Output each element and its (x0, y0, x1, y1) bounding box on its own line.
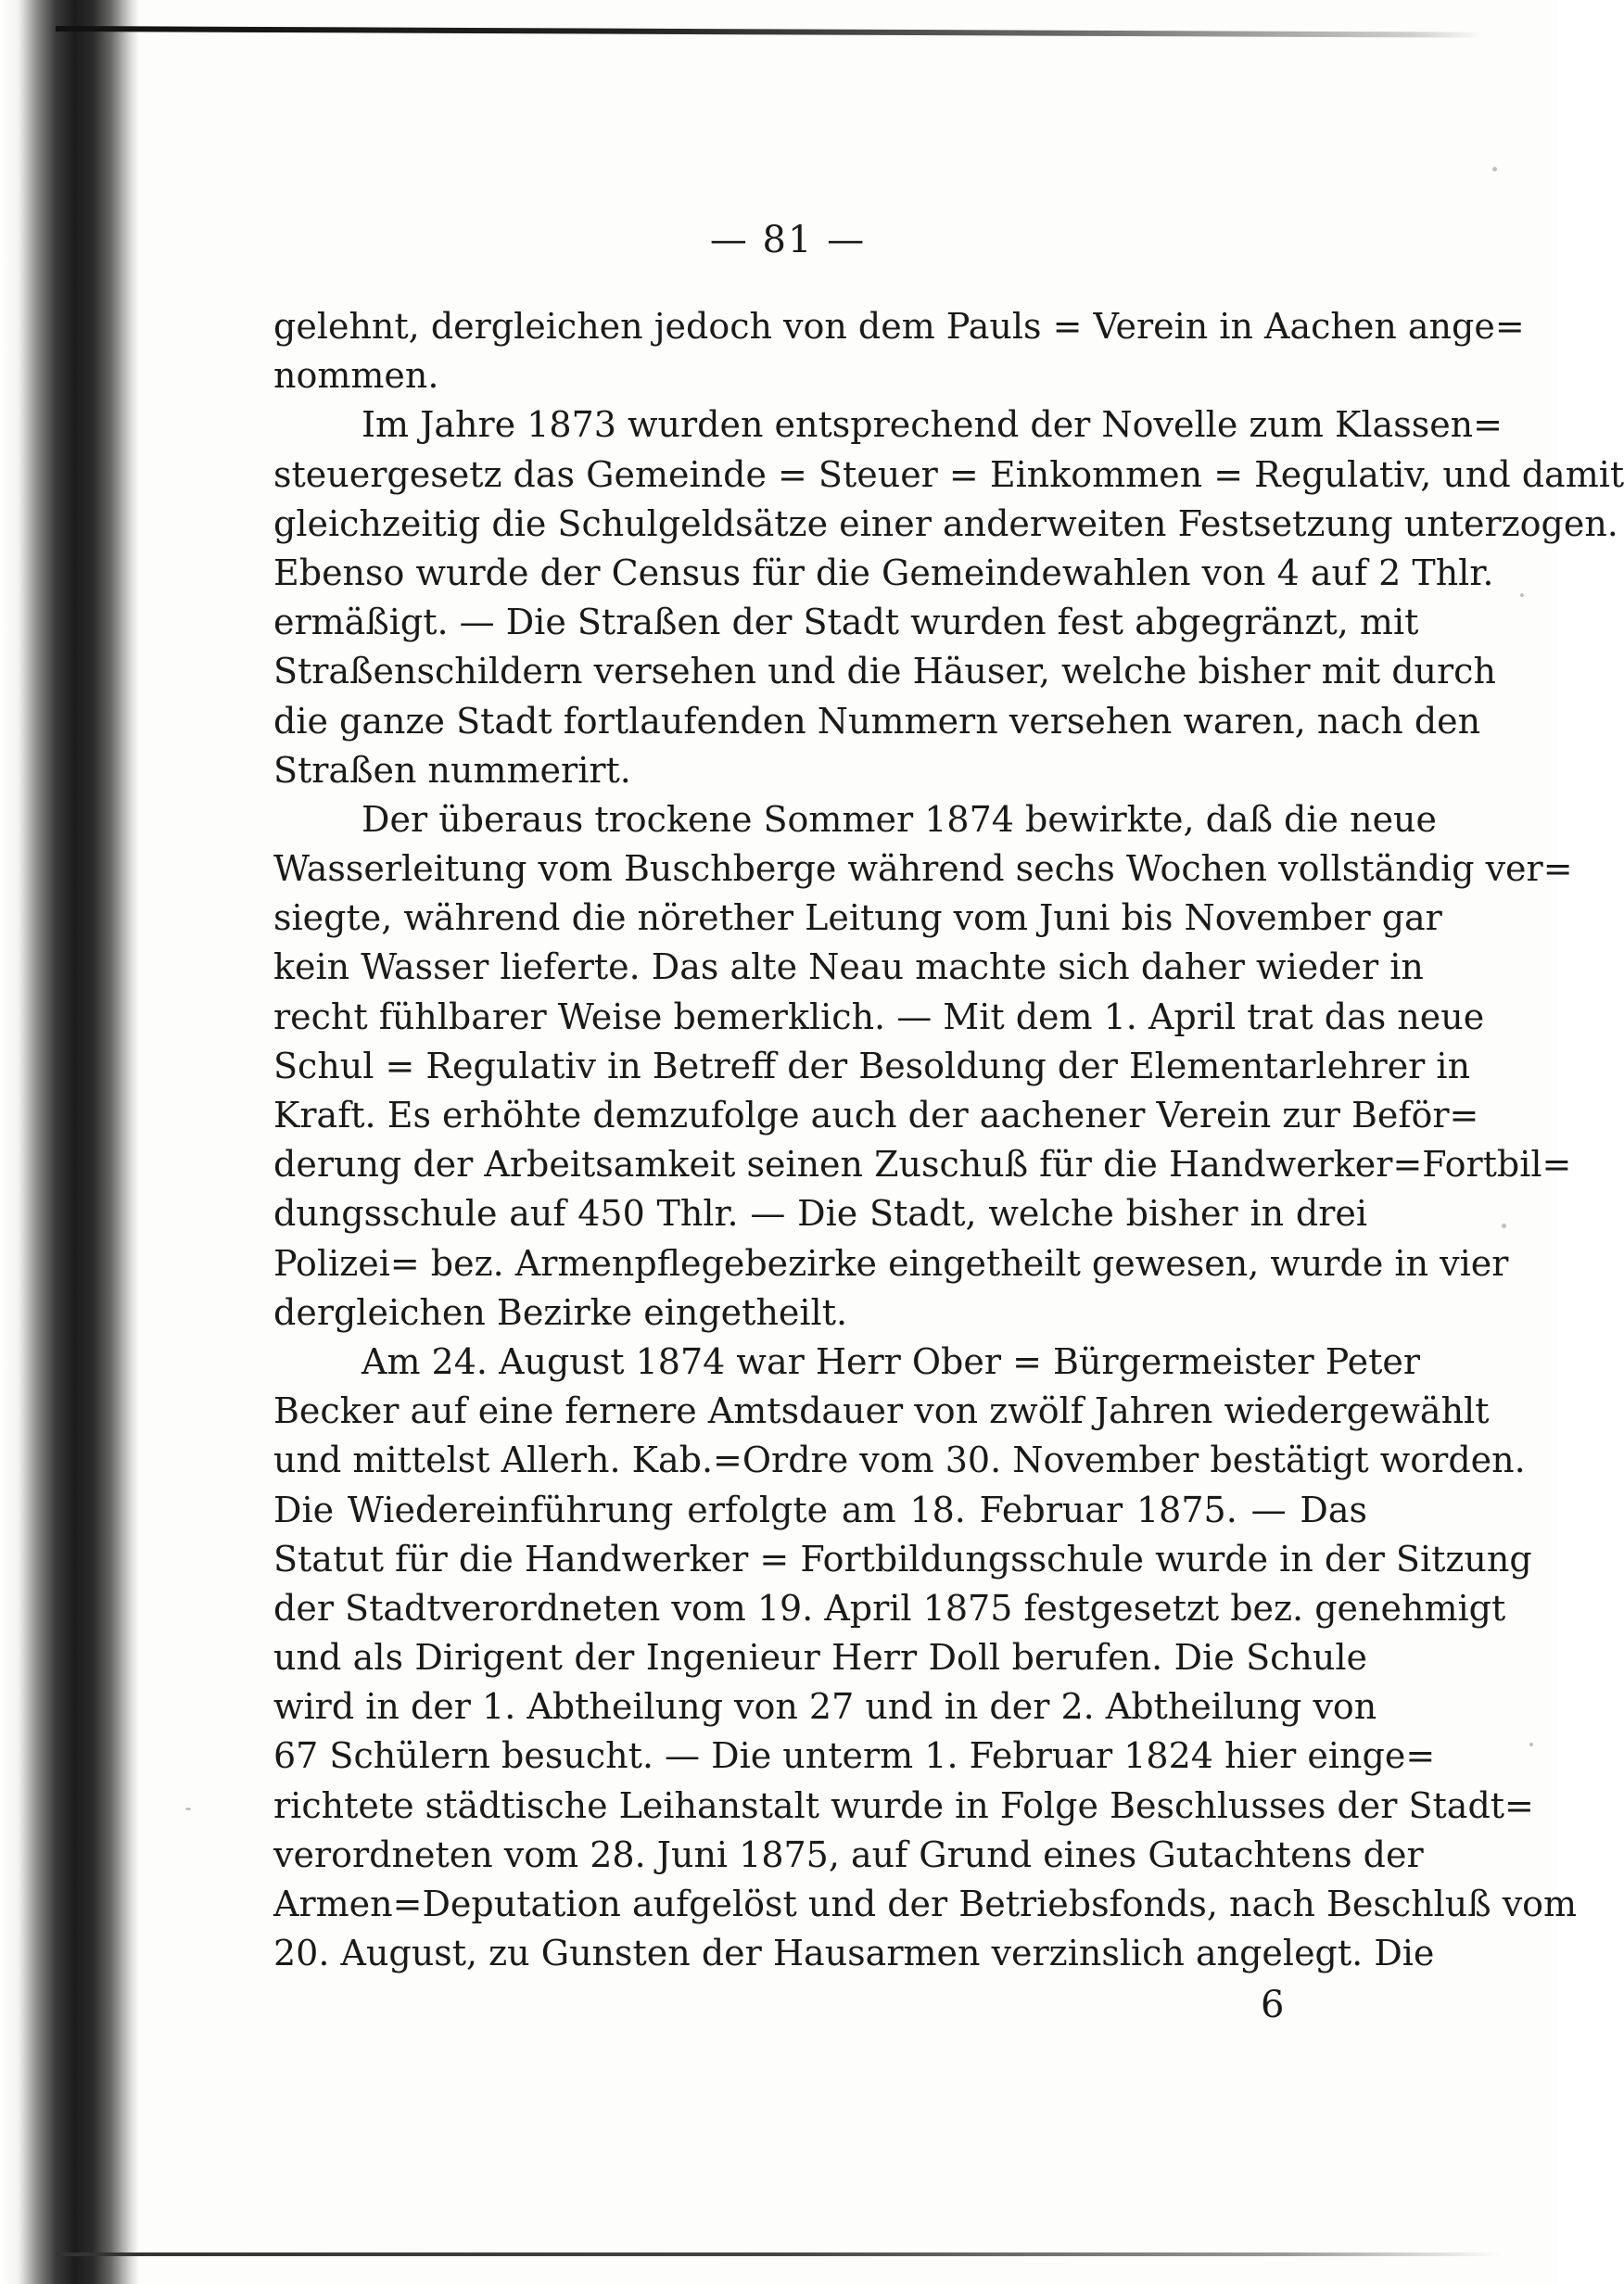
text-line: Die Wiedereinführung erfolgte am 18. Februar 1875. — Das (273, 1489, 1367, 1530)
page-number: — 81 — (709, 219, 867, 261)
text-line: der Stadtverordneten vom 19. April 1875 festgesetzt bez. genehmigt (273, 1587, 1506, 1629)
text-line: derung der Arbeitsamkeit seinen Zuschuß für die Handwerker=Fortbil= (273, 1144, 1572, 1186)
scan-speck (185, 1808, 191, 1810)
text-line: Statut für die Handwerker = Fortbildungsschule wurde in der Sitzung (273, 1538, 1532, 1580)
signature-mark: 6 (1261, 1984, 1285, 2026)
text-line: die ganze Stadt fortlaufenden Nummern versehen waren, nach den (273, 700, 1481, 742)
paragraph-first-line: Der überaus trockene Sommer 1874 bewirkte, daß die neue (362, 798, 1438, 840)
text-line: Polizei= bez. Armenpflegebezirke eingetheilt gewesen, wurde in vier (273, 1242, 1509, 1284)
text-line: Armen=Deputation aufgelöst und der Betriebsfonds, nach Beschluß vom (273, 1884, 1578, 1924)
text-line: recht fühlbarer Weise bemerklich. — Mit dem 1. April trat das neue (273, 996, 1485, 1037)
text-line: gleichzeitig die Schulgeldsätze einer anderweiten Festsetzung unterzogen. (273, 502, 1618, 544)
scan-speck (1529, 1743, 1533, 1746)
text-line: kein Wasser lieferte. Das alte Neau machte sich daher wieder in (273, 946, 1424, 988)
scan-speck (1492, 167, 1497, 171)
text-line: Wasserleitung vom Buschberge während sechs Wochen vollständig ver= (273, 848, 1573, 890)
text-line: ermäßigt. — Die Straßen der Stadt wurden fest abgegränzt, mit (273, 602, 1419, 643)
text-line: dungsschule auf 450 Thlr. — Die Stadt, welche bisher in drei (273, 1193, 1367, 1235)
text-line: dergleichen Bezirke eingetheilt. (273, 1291, 848, 1333)
text-line: steuergesetz das Gemeinde = Steuer = Einkommen = Regulativ, und damit (273, 453, 1624, 495)
text-line: Straßen nummerirt. (273, 749, 631, 791)
paragraph-first-line: Im Jahre 1873 wurden entsprechend der Novelle zum Klassen= (362, 404, 1503, 446)
scan-speck (1502, 1224, 1506, 1228)
text-line: 67 Schülern besucht. — Die unterm 1. Februar 1824 hier einge= (273, 1735, 1436, 1777)
text-line: richtete städtische Leihanstalt wurde in Folge Beschlusses der Stadt= (273, 1784, 1534, 1826)
text-line: 20. August, zu Gunsten der Hausarmen verzinslich angelegt. Die (273, 1933, 1435, 1974)
text-line: Schul = Regulativ in Betreff der Besoldung der Elementarlehrer in (273, 1045, 1471, 1086)
text-line: und mittelst Allerh. Kab.=Ordre vom 30. November bestätigt worden. (273, 1440, 1526, 1481)
top-edge-shadow (56, 26, 1483, 38)
book-gutter-shadow (0, 0, 139, 2284)
text-line: wird in der 1. Abtheilung von 27 und in der 2. Abtheilung von (273, 1686, 1377, 1728)
scan-speck (1520, 593, 1524, 597)
text-line: verordneten vom 28. Juni 1875, auf Grund eines Gutachtens der (273, 1834, 1424, 1875)
paragraph-first-line: Am 24. August 1874 war Herr Ober = Bürgermeister Peter (362, 1340, 1421, 1382)
text-line: nommen. (273, 355, 439, 397)
text-line: Becker auf eine fernere Amtsdauer von zwölf Jahren wiedergewählt (273, 1390, 1490, 1432)
bottom-edge-shadow (56, 2252, 1502, 2256)
text-line: gelehnt, dergleichen jedoch von dem Pauls = Verein in Aachen ange= (273, 306, 1525, 347)
text-line: Kraft. Es erhöhte demzufolge auch der aachener Verein zur Beför= (273, 1095, 1479, 1136)
text-line: Straßenschildern versehen und die Häuser, welche bisher mit durch (273, 651, 1496, 692)
text-line: und als Dirigent der Ingenieur Herr Doll berufen. Die Schule (273, 1637, 1367, 1679)
text-line: siegte, während die nörether Leitung vom Juni bis November gar (273, 897, 1442, 939)
body-text (273, 302, 1624, 1978)
text-line: Ebenso wurde der Census für die Gemeindewahlen von 4 auf 2 Thlr. (273, 552, 1494, 593)
